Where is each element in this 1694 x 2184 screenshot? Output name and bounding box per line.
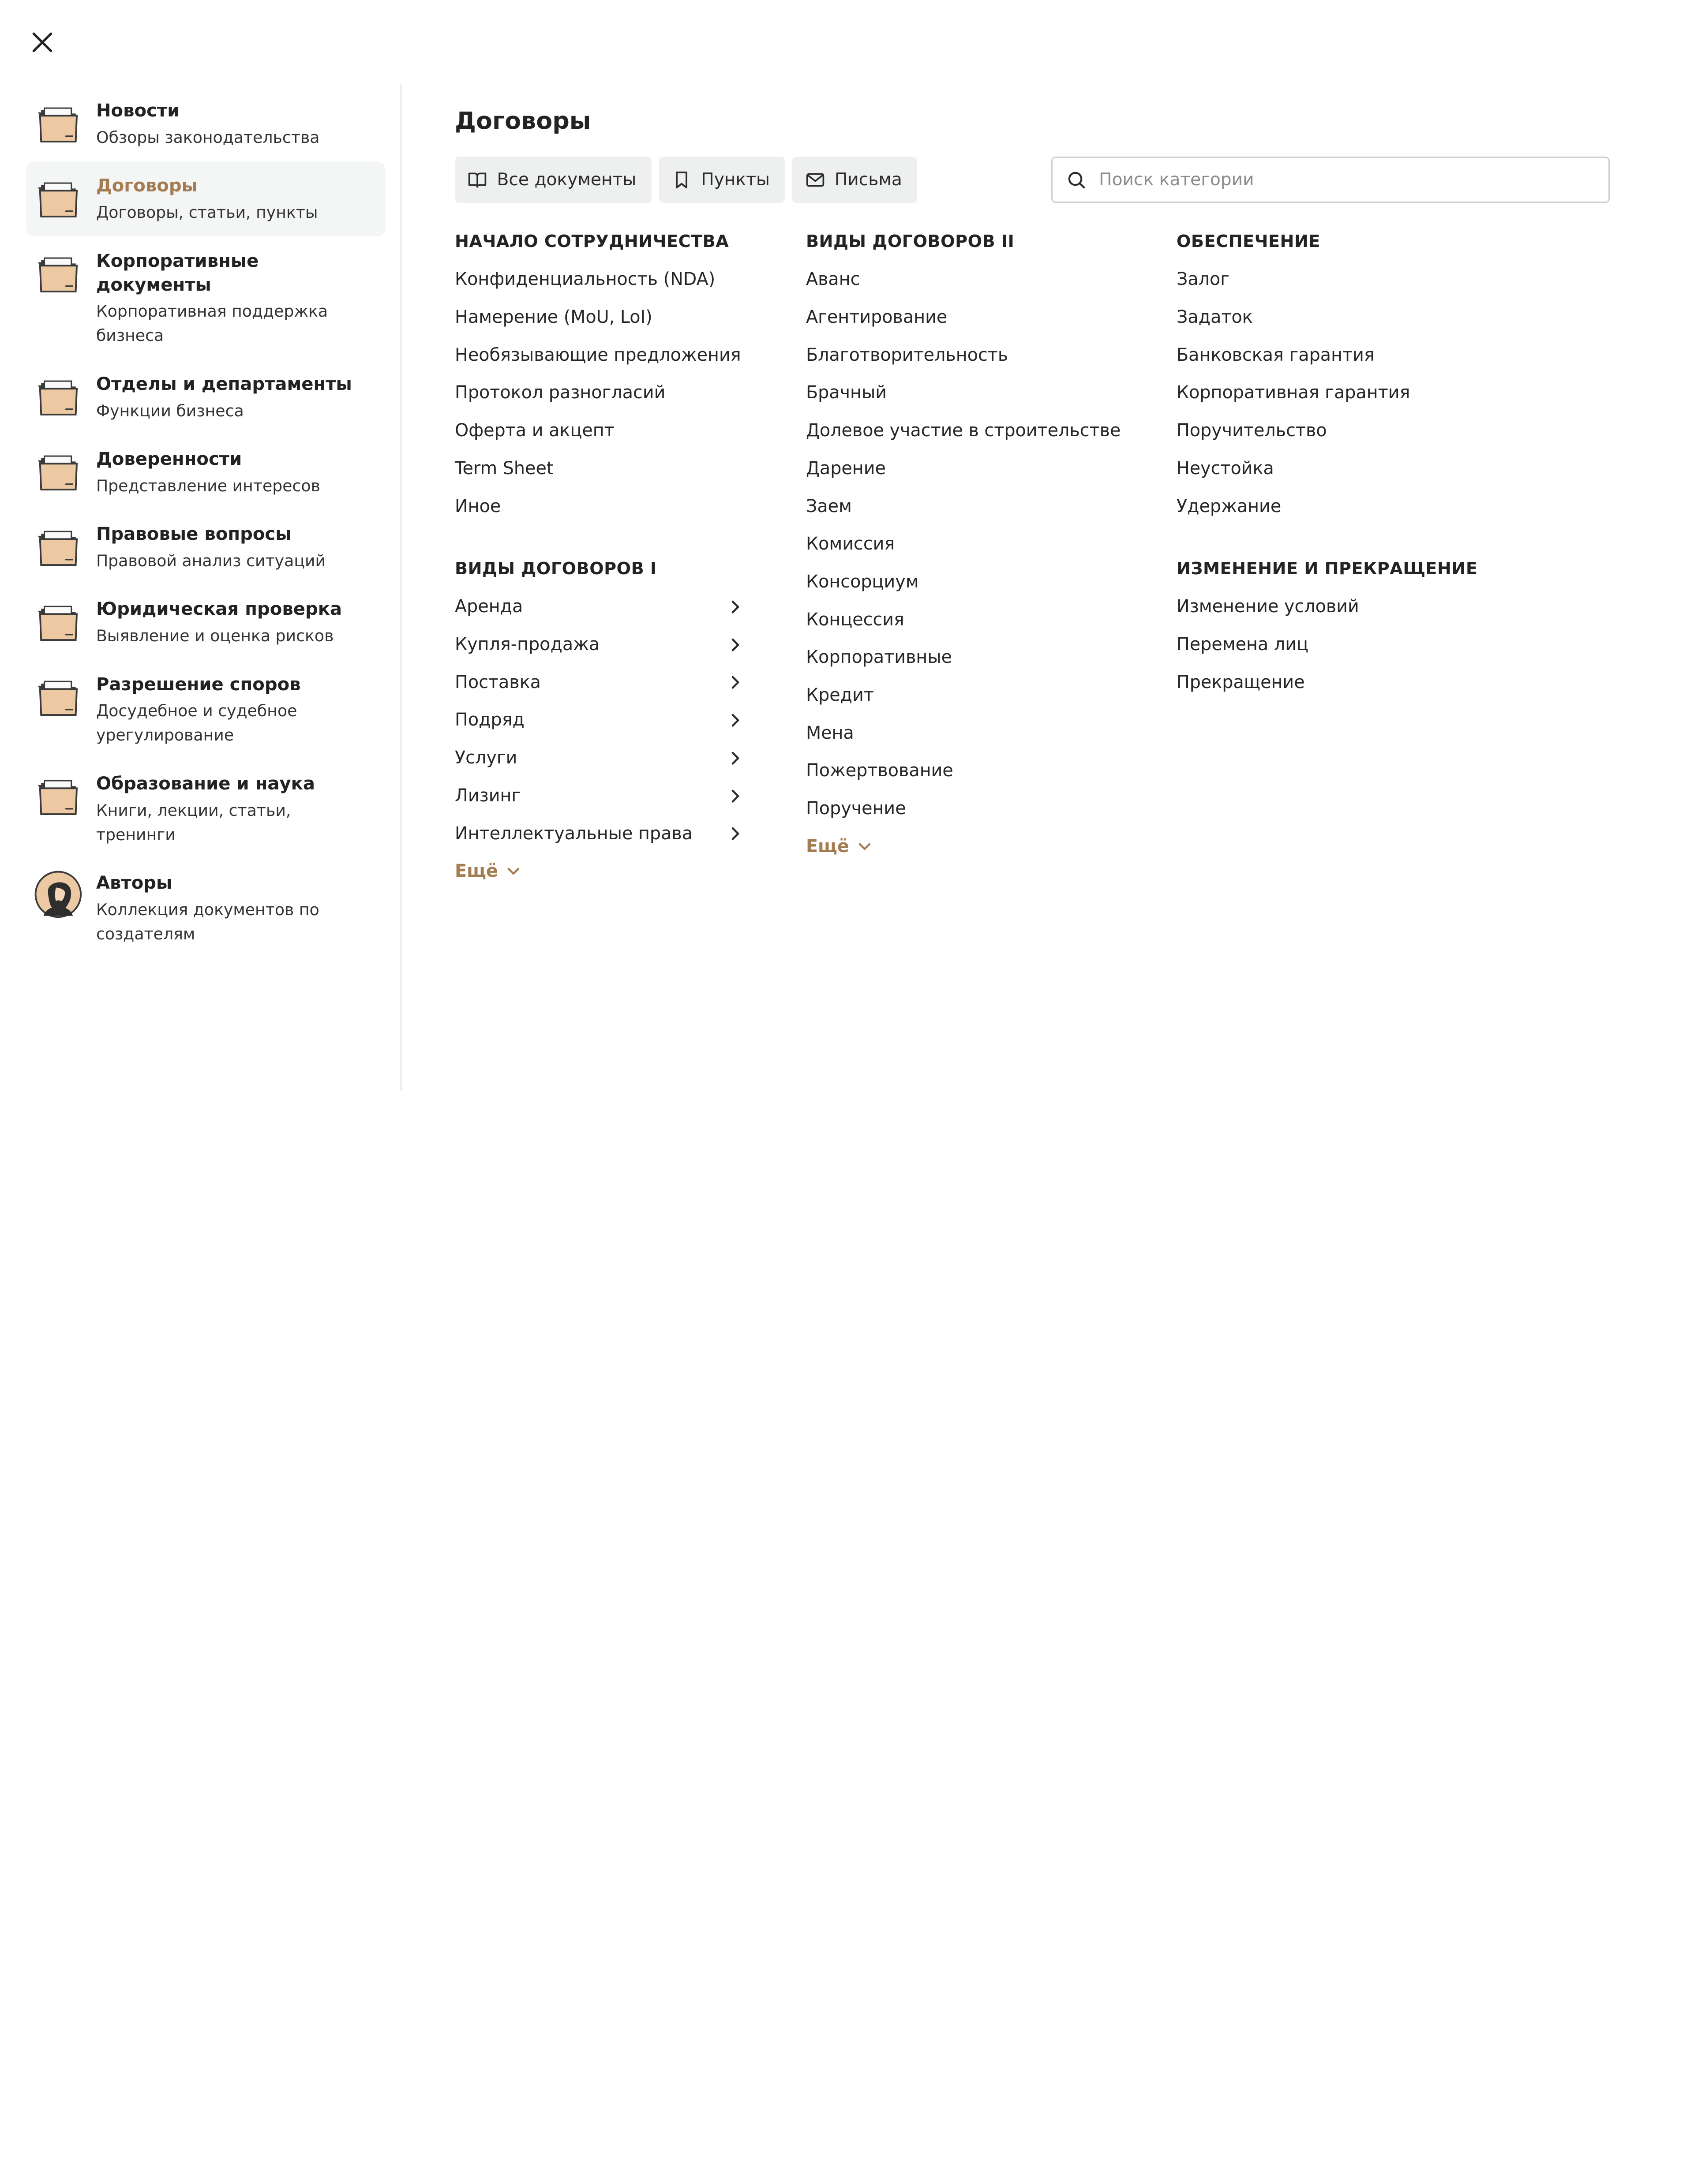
chevron-right-icon: [731, 599, 740, 614]
bookmark-icon: [672, 170, 691, 190]
category-link-label: Интеллектуальные права: [455, 823, 693, 844]
category-link[interactable]: Мена: [806, 722, 854, 743]
category-link-label: Услуги: [455, 748, 517, 768]
category-link[interactable]: Концессия: [806, 609, 904, 630]
sidebar-item-subtitle: Представление интересов: [96, 476, 320, 495]
category-search[interactable]: [1051, 157, 1610, 203]
category-link[interactable]: Term Sheet: [455, 458, 554, 479]
folder-icon: [36, 449, 81, 494]
close-button[interactable]: [30, 30, 54, 54]
folder-icon: [36, 176, 81, 221]
sidebar-item-title: Доверенности: [96, 449, 242, 470]
sidebar-item-subtitle: Договоры, статьи, пункты: [96, 203, 318, 222]
book-icon: [468, 170, 487, 190]
folder-icon: [36, 101, 81, 146]
sidebar-item-subtitle: Досудебное и судебное урегулирование: [96, 701, 297, 745]
mail-icon: [806, 170, 825, 190]
category-link-label: Лизинг: [455, 785, 521, 806]
sidebar-item-news[interactable]: [26, 86, 386, 161]
sidebar-item-subtitle: Обзоры законодательства: [96, 128, 320, 147]
category-link[interactable]: Консорциум: [806, 571, 919, 592]
show-more-label: Ещё: [455, 861, 498, 882]
chevron-right-icon: [731, 713, 740, 728]
folder-icon: [36, 674, 81, 719]
sidebar-item-contracts[interactable]: [26, 161, 386, 236]
section-title-start: НАЧАЛО СОТРУДНИЧЕСТВА: [455, 232, 729, 251]
category-link[interactable]: Заем: [806, 496, 852, 516]
chip-label: Пункты: [701, 170, 770, 190]
sidebar-divider: [400, 84, 402, 1091]
category-link[interactable]: Банковская гарантия: [1176, 344, 1375, 365]
search-input[interactable]: [1097, 169, 1576, 191]
sidebar-item-subtitle: Выявление и оценка рисков: [96, 626, 334, 646]
search-icon: [1067, 170, 1086, 190]
category-link[interactable]: Намерение (MoU, LoI): [455, 307, 652, 328]
main-panel: [455, 104, 1654, 882]
sidebar-item-title: Новости: [96, 101, 180, 121]
folder-icon: [36, 524, 81, 569]
letters-button[interactable]: [792, 157, 917, 203]
section-title-types-2: ВИДЫ ДОГОВОРОВ II: [806, 232, 1015, 251]
category-link-label: Купля-продажа: [455, 634, 600, 654]
author-avatar-icon: [34, 871, 82, 918]
category-link[interactable]: Необязывающие предложения: [455, 344, 741, 365]
sidebar-item-authors[interactable]: [26, 859, 386, 958]
sidebar-item-title: Правовые вопросы: [96, 524, 292, 545]
category-link[interactable]: Поручение: [806, 798, 906, 819]
category-link[interactable]: Брачный: [806, 382, 887, 403]
chevron-down-icon: [858, 842, 872, 852]
category-link-expandable[interactable]: [455, 770, 740, 808]
sidebar-item-dispute-resolution[interactable]: [26, 660, 386, 759]
folder-icon: [36, 773, 81, 819]
chevron-right-icon: [731, 826, 740, 841]
category-link[interactable]: Изменение условий: [1176, 596, 1359, 617]
section-title-security: ОБЕСПЕЧЕНИЕ: [1176, 232, 1321, 251]
sidebar-item-title: Корпоративные документы: [96, 251, 259, 295]
category-link[interactable]: Удержание: [1176, 496, 1282, 516]
show-more-types-2[interactable]: [806, 821, 1152, 859]
show-more-label: Ещё: [806, 836, 849, 856]
column-2: [806, 230, 1152, 859]
chevron-right-icon: [731, 675, 740, 690]
column-1: [455, 230, 740, 883]
chevron-down-icon: [506, 867, 521, 876]
category-link[interactable]: Корпоративные: [806, 647, 952, 668]
category-link[interactable]: Пожертвование: [806, 760, 953, 781]
category-link-expandable[interactable]: [455, 732, 740, 770]
close-icon: [30, 30, 54, 54]
category-link[interactable]: Перемена лиц: [1176, 634, 1308, 654]
category-link-expandable[interactable]: [455, 619, 740, 657]
category-link-label: Аренда: [455, 596, 523, 617]
category-link[interactable]: Неустойка: [1176, 458, 1274, 479]
page-title: Договоры: [455, 107, 591, 135]
category-link[interactable]: Поручительство: [1176, 420, 1327, 441]
show-more-types-1[interactable]: [455, 845, 740, 883]
category-link[interactable]: Аванс: [806, 269, 860, 290]
chip-label: Письма: [834, 170, 902, 190]
folder-icon: [36, 374, 81, 419]
category-link-expandable[interactable]: [455, 695, 740, 733]
sidebar-item-title: Договоры: [96, 176, 198, 196]
category-link[interactable]: Оферта и акцепт: [455, 420, 615, 441]
sidebar-item-powers-of-attorney[interactable]: [26, 435, 386, 510]
category-link-expandable[interactable]: [455, 581, 740, 619]
category-link[interactable]: Долевое участие в строительстве: [806, 420, 1121, 441]
chevron-right-icon: [731, 751, 740, 766]
category-link[interactable]: Залог: [1176, 269, 1230, 290]
category-link-expandable[interactable]: [455, 657, 740, 695]
sidebar-item-title: Авторы: [96, 873, 172, 894]
all-documents-button[interactable]: [455, 157, 652, 203]
sidebar-item-title: Образование и наука: [96, 773, 315, 794]
chevron-right-icon: [731, 789, 740, 804]
clauses-button[interactable]: [659, 157, 785, 203]
sidebar-item-departments[interactable]: [26, 359, 386, 434]
sidebar-item-title: Разрешение споров: [96, 674, 301, 695]
category-link[interactable]: Прекращение: [1176, 672, 1305, 692]
category-link[interactable]: Кредит: [806, 685, 874, 706]
category-link[interactable]: Протокол разногласий: [455, 382, 666, 403]
category-link-expandable[interactable]: [455, 808, 740, 846]
folder-icon: [36, 251, 81, 296]
sidebar-item-due-diligence[interactable]: [26, 585, 386, 660]
chip-label: Все документы: [497, 170, 637, 190]
sidebar: [26, 86, 386, 958]
category-link[interactable]: Иное: [455, 496, 501, 516]
category-link[interactable]: Конфиденциальность (NDA): [455, 269, 716, 290]
sidebar-item-subtitle: Функции бизнеса: [96, 401, 244, 420]
quick-filters: [455, 157, 917, 203]
sidebar-item-subtitle: Книги, лекции, статьи, тренинги: [96, 800, 291, 844]
sidebar-item-education[interactable]: [26, 759, 386, 859]
category-link[interactable]: Корпоративная гарантия: [1176, 382, 1410, 403]
category-link-label: Поставка: [455, 672, 541, 692]
category-link-label: Подряд: [455, 710, 525, 730]
chevron-right-icon: [731, 637, 740, 652]
sidebar-item-subtitle: Коллекция документов по создателям: [96, 900, 319, 944]
sidebar-item-subtitle: Правовой анализ ситуаций: [96, 551, 326, 570]
category-link[interactable]: Дарение: [806, 458, 886, 479]
sidebar-item-subtitle: Корпоративная поддержка бизнеса: [96, 302, 328, 345]
sidebar-item-title: Отделы и департаменты: [96, 374, 352, 394]
section-title-change: ИЗМЕНЕНИЕ И ПРЕКРАЩЕНИЕ: [1176, 559, 1478, 579]
category-link[interactable]: Комиссия: [806, 534, 895, 554]
section-title-types-1: ВИДЫ ДОГОВОРОВ I: [455, 559, 657, 579]
folder-icon: [36, 599, 81, 644]
category-link[interactable]: Задаток: [1176, 307, 1253, 328]
sidebar-item-corporate-documents[interactable]: [26, 236, 386, 359]
sidebar-item-legal-questions[interactable]: [26, 510, 386, 585]
category-link[interactable]: Агентирование: [806, 307, 948, 328]
column-3: [1177, 230, 1522, 695]
sidebar-item-title: Юридическая проверка: [96, 599, 342, 620]
category-link[interactable]: Благотворительность: [806, 344, 1008, 365]
